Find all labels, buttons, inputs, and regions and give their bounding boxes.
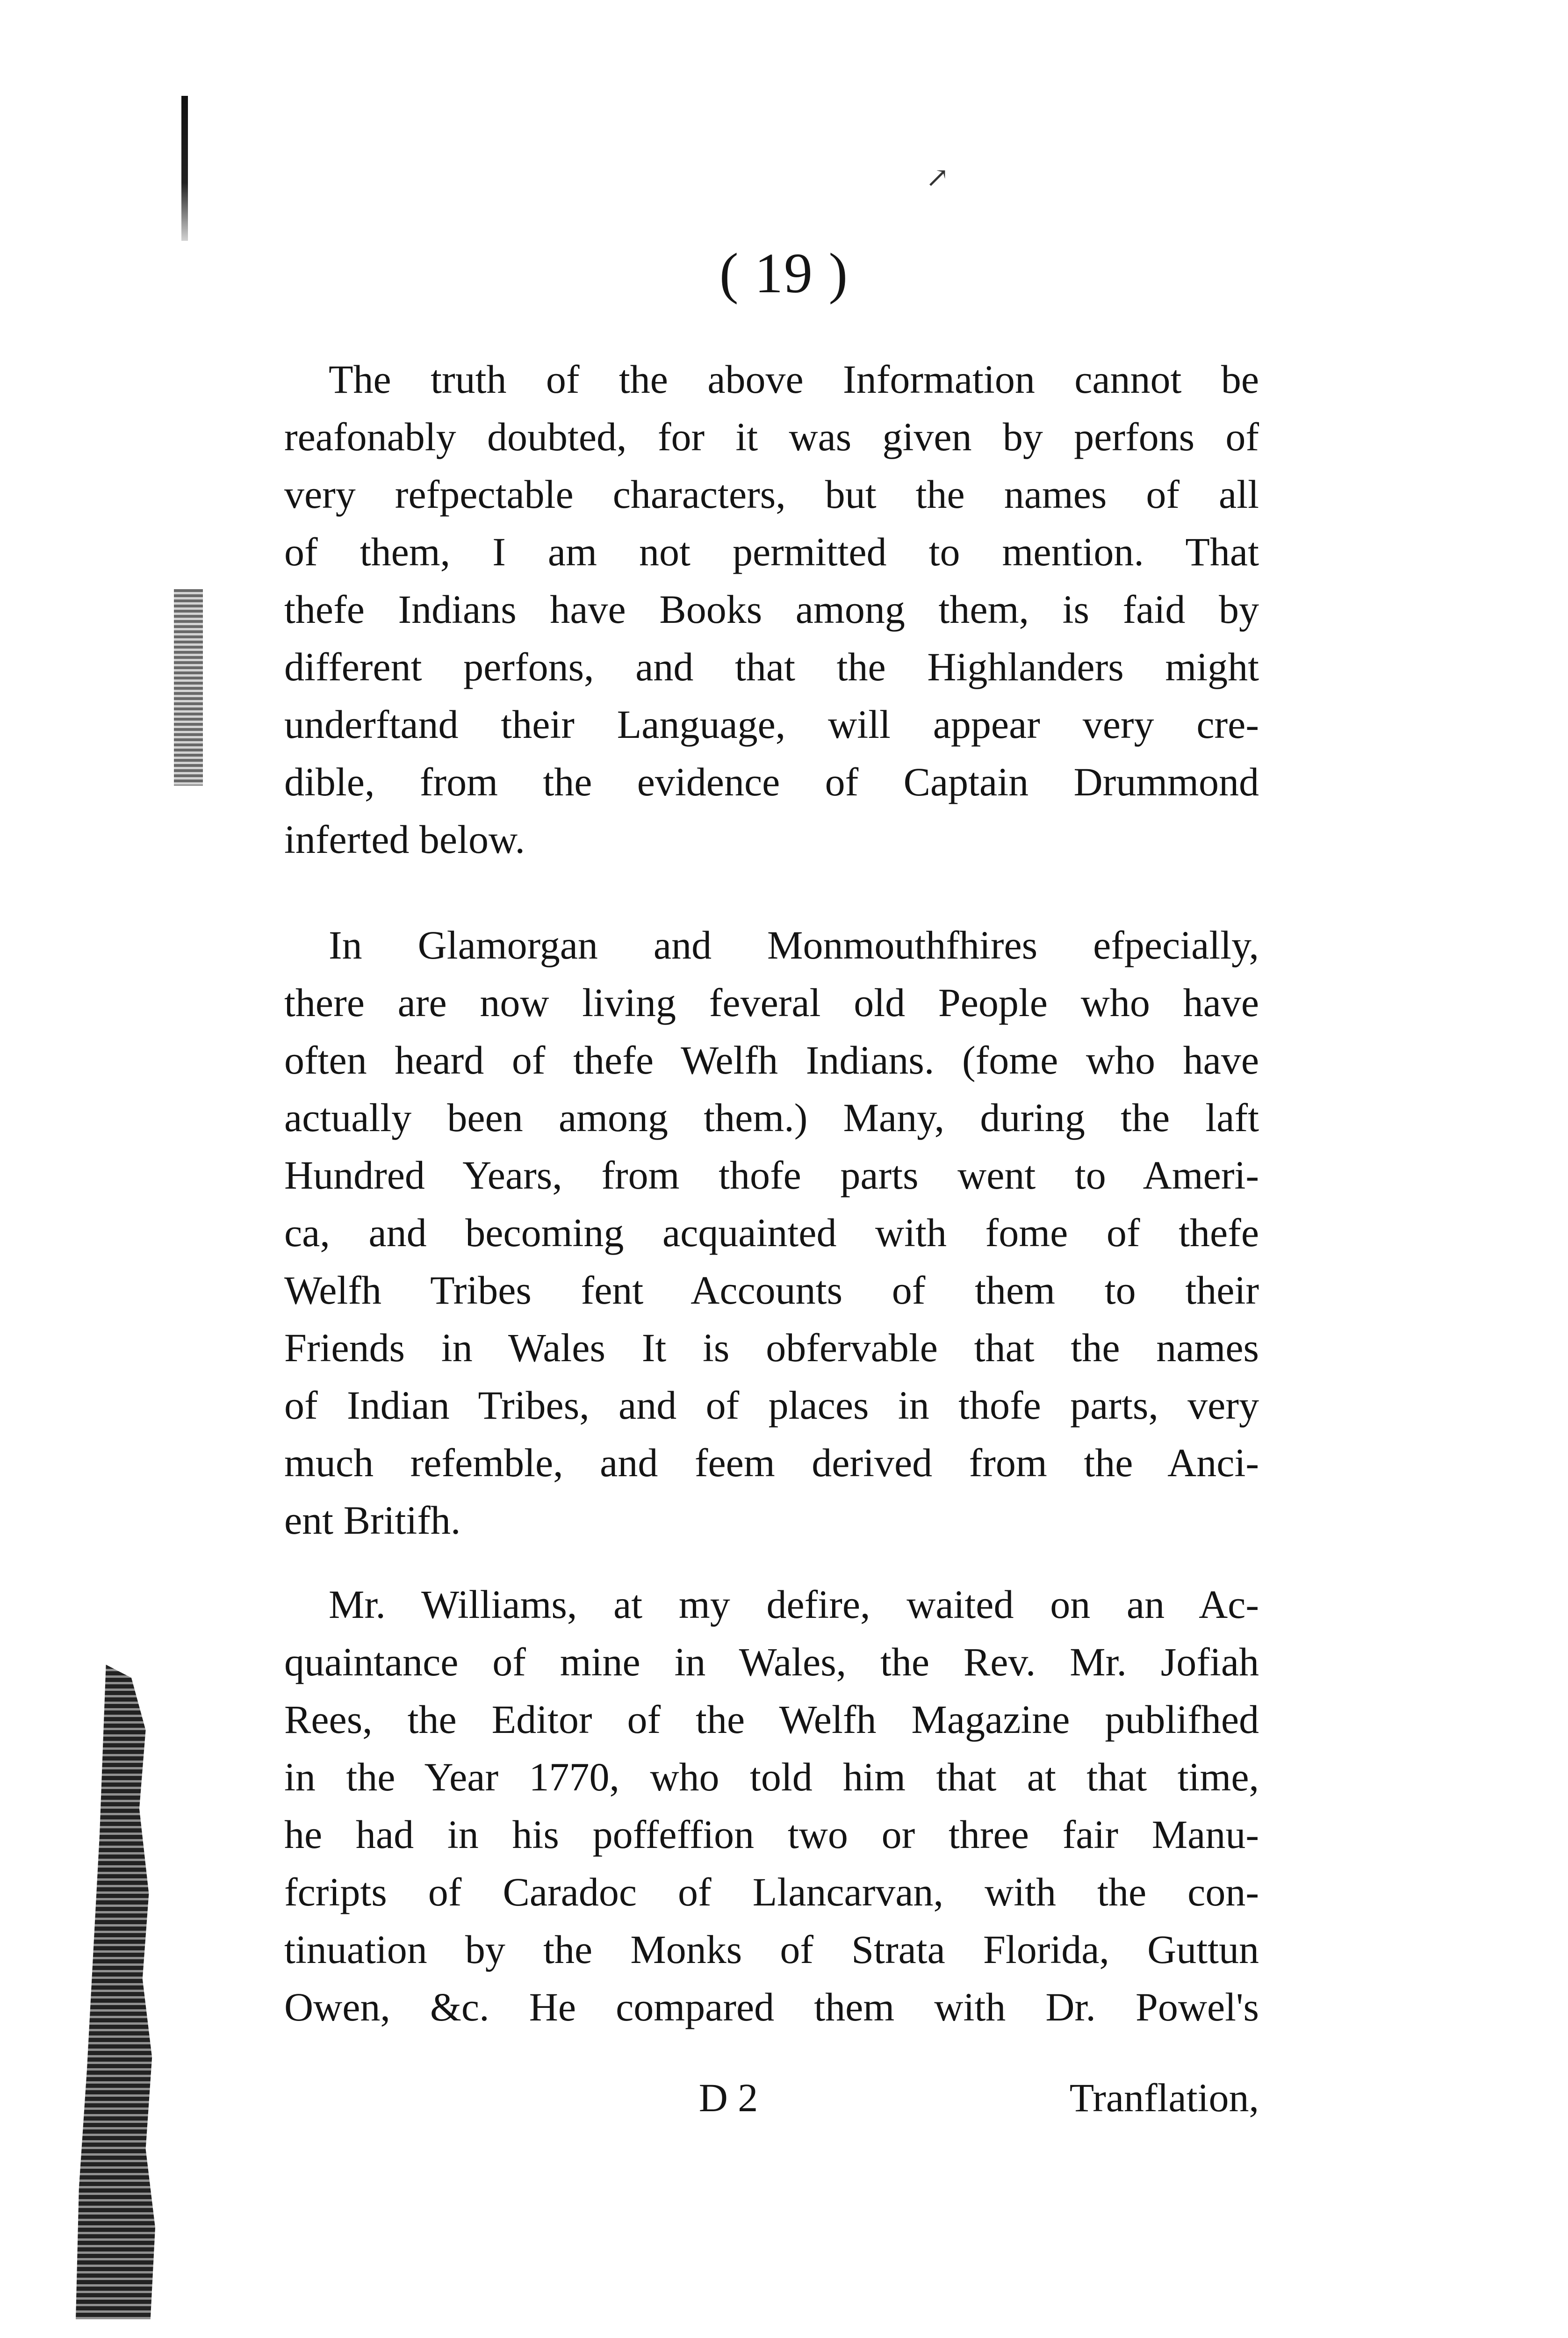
paragraph-3: [284, 1576, 1259, 2036]
signature-mark: D 2: [698, 2075, 758, 2120]
text-line: fcripts of Caradoc of Llancarvan, with the con-: [284, 1869, 1259, 1914]
text-line: dible, from the evidence of Captain Drummond: [284, 759, 1259, 804]
text-line: ca, and becoming acquainted with fome of thefe: [284, 1210, 1259, 1255]
paragraph-2: [284, 916, 1259, 1549]
text-line: Mr. Williams, at my defire, waited on an Ac-: [329, 1582, 1259, 1627]
text-line: actually been among them.) Many, during the laft: [284, 1095, 1259, 1140]
text-line: Owen, &c. He compared them with Dr. Powel's: [284, 1984, 1259, 2029]
text-line: The truth of the above Information cannot be: [329, 357, 1259, 402]
scan-edge-mark-middle: [174, 589, 203, 786]
text-line: much refemble, and feem derived from the Anci-: [284, 1440, 1259, 1485]
text-line: Hundred Years, from thofe parts went to Ameri-: [284, 1153, 1259, 1198]
text-line: underftand their Language, will appear very cre-: [284, 702, 1259, 747]
text-line: quaintance of mine in Wales, the Rev. Mr. Jofiah: [284, 1639, 1259, 1684]
catchword: Tranflation,: [1069, 2075, 1259, 2120]
pen-mark: ↗: [926, 162, 949, 193]
text-line: Welfh Tribes fent Accounts of them to their: [284, 1268, 1259, 1313]
text-line: of them, I am not permitted to mention. That: [284, 529, 1259, 574]
text-line: often heard of thefe Welfh Indians. (fome who have: [284, 1038, 1259, 1082]
text-line: he had in his poffeffion two or three fair Manu-: [284, 1812, 1259, 1857]
text-line: ent Britifh.: [284, 1498, 461, 1543]
text-line: very refpectable characters, but the names of all: [284, 472, 1259, 517]
text-line: reafonably doubted, for it was given by perfons of: [284, 414, 1259, 459]
scan-edge-mark-top: [181, 96, 188, 241]
text-line: different perfons, and that the Highlanders might: [284, 644, 1259, 689]
page-number: ( 19 ): [719, 242, 849, 305]
text-line: In Glamorgan and Monmouthfhires efpecially,: [329, 923, 1259, 967]
scan-edge-mark-bottom: [76, 1665, 155, 2319]
text-line: inferted below.: [284, 817, 525, 862]
text-line: of Indian Tribes, and of places in thofe parts, very: [284, 1383, 1259, 1428]
text-line: thefe Indians have Books among them, is faid by: [284, 587, 1259, 632]
text-line: in the Year 1770, who told him that at that time,: [284, 1754, 1259, 1799]
paragraph-1: [284, 351, 1259, 868]
text-line: Friends in Wales It is obfervable that the names: [284, 1325, 1259, 1370]
text-line: there are now living feveral old People who have: [284, 980, 1259, 1025]
text-line: tinuation by the Monks of Strata Florida, Guttun: [284, 1927, 1259, 1972]
page-footer: [284, 2069, 1259, 2130]
text-line: Rees, the Editor of the Welfh Magazine publifhed: [284, 1697, 1259, 1742]
